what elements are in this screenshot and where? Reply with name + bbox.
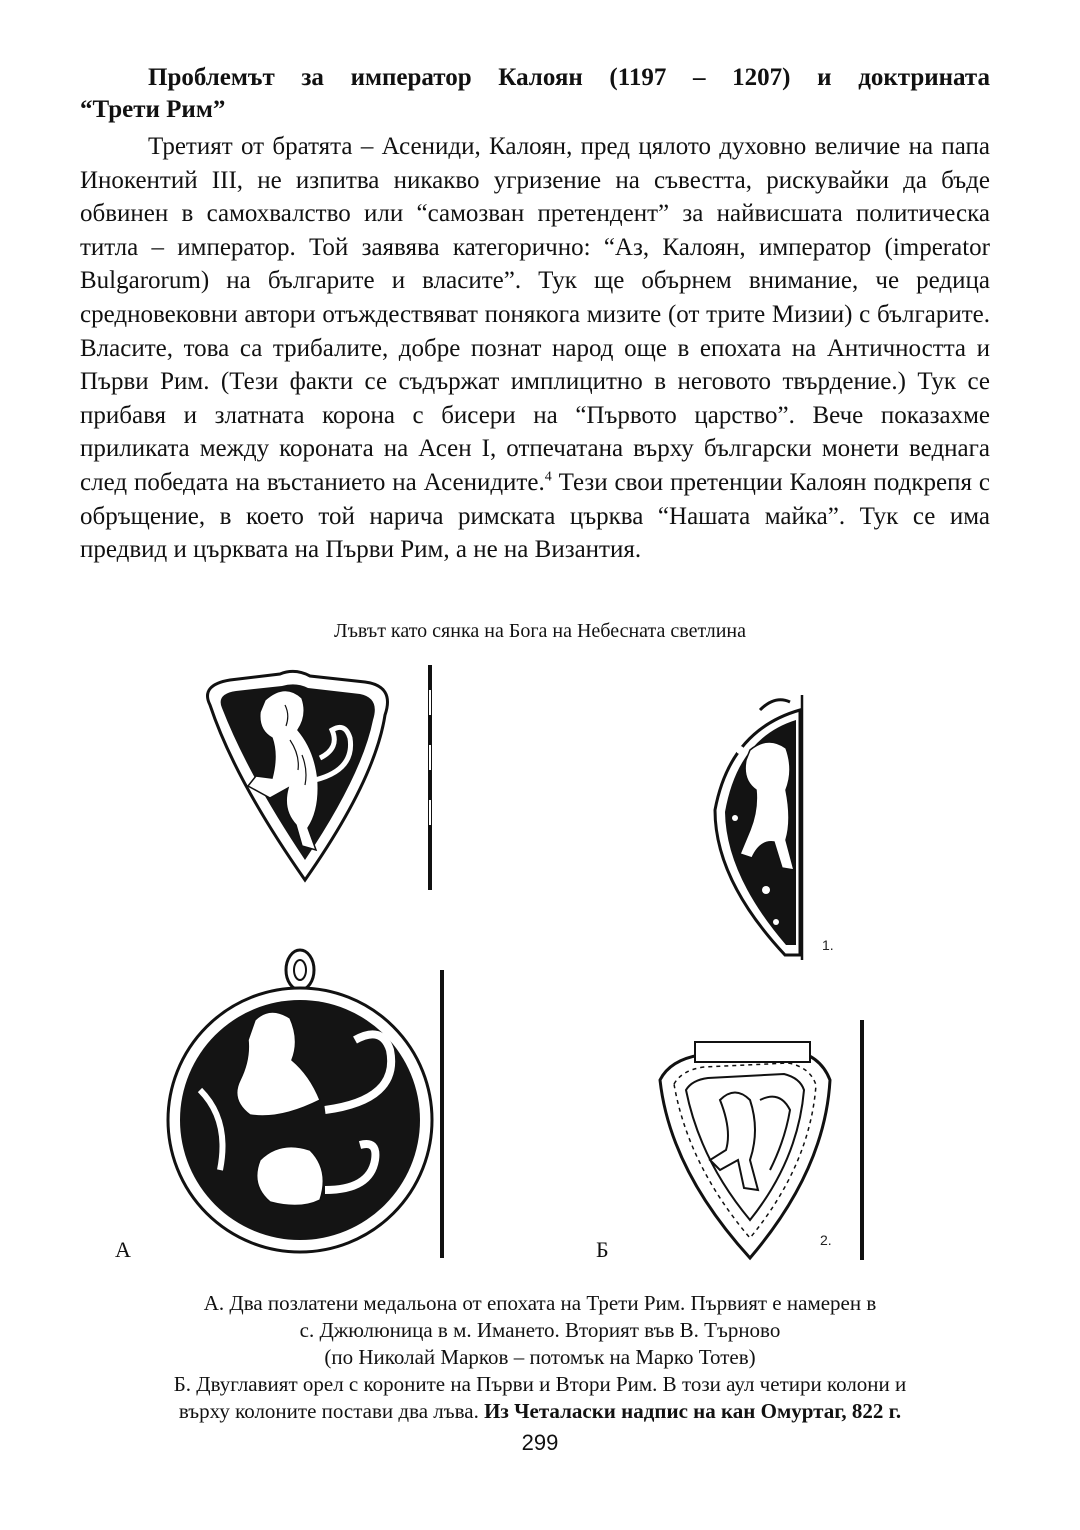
heading-line-2: “Трети Рим” (80, 96, 226, 123)
footnote-mark: 4 (544, 469, 552, 485)
medallion-round-lions-illustration (160, 940, 470, 1270)
figure-label-b: Б (596, 1237, 609, 1262)
caption-line-1: А. Два позлатени медальона от епохата на Трети Рим. Първият е намерен в (203, 1291, 877, 1315)
caption-line-2: с. Джюлюница в м. Имането. Вторият във В. Търново (299, 1318, 781, 1342)
heading-line-1: Проблемът за император Калоян (1197 – 1207) и доктрината (148, 64, 990, 91)
medallion-shield-lion-illustration (190, 660, 450, 900)
medallion-drop-lion-illustration (690, 690, 850, 970)
body-text-part-2: Тези свои претенции Калоян подкрепя с обръщение, в което той нарича римската църква “Нашата майка”. Тук се има предвид и църквата на Първи Рим, а не на Византия. (80, 468, 991, 564)
caption-line-3: (по Николай Марков – потомък на Марко Тотев) (324, 1345, 756, 1369)
caption-line-5-bold: Из Четаласки надпис на кан Омуртаг, 822 г. (484, 1399, 902, 1423)
caption-line-4: Б. Двуглавият орел с короните на Първи и Втори Рим. В този аул четири колони и (173, 1372, 907, 1396)
page-number: 299 (521, 1430, 559, 1455)
figure-mark-2: 2. (820, 1232, 832, 1248)
caption-line-5-plain: върху колоните постави два лъва. (178, 1399, 485, 1423)
figure-title: Лъвът като сянка на Бога на Небесната светлина (334, 620, 746, 642)
figure-mark-1: 1. (822, 937, 834, 953)
body-text-part-1: Третият от братята – Асениди, Калоян, пред цялото духовно величие на папа Инокентий III, не изпитва никакво угризение на съвестта, рискувайки да бъде обвинен в самохвалство или “самозван претендент” за найвисшата политическа титла – император. Той заявява категорично: “Аз, Калоян, император (imperator Bulgarorum) на българите и власите”. Тук ще обърнем внимание, че редица средновековни автори отъждествяват понякога мизите (от трите Мизии) с българите. Власите, това са трибалите, добре познат народ още в епохата на Античността и Първи Рим. (Тези факти се съдържат имплицитно в неговото твърдение.) Тук се прибавя и златната корона с бисери на “Първото царство”. Вече показахме приликата между короната на Асен I, отпечатана върху български монети веднага след победата на въстанието на Асенидите. (80, 133, 990, 496)
medallion-beaded-shield-illustration (640, 1020, 880, 1270)
caption-line-5 (60, 1398, 1020, 1425)
body-paragraph (80, 130, 990, 567)
section-heading (80, 62, 990, 126)
figure-label-a: А (115, 1237, 131, 1262)
figure-caption (60, 1290, 1020, 1425)
